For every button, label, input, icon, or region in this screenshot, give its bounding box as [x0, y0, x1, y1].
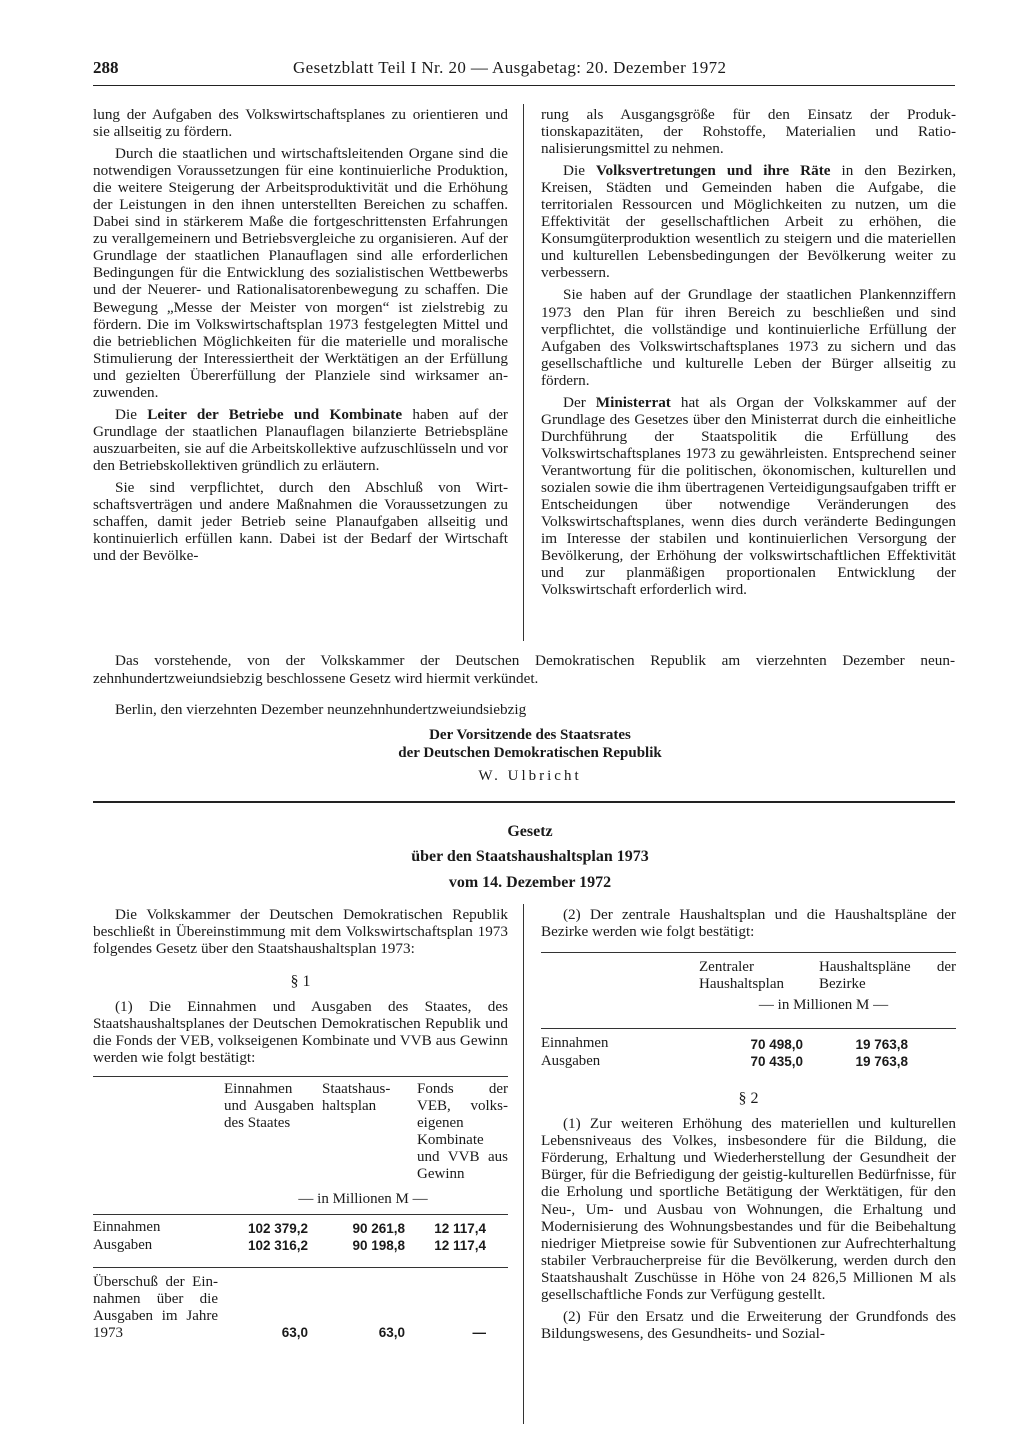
paragraph: Die Leiter der Betriebe und Kombinate haben auf der Grundlage der staatlichen Planauflagen bilanzierte Betriebspläne auszuarbeiten, sie auf die Arbeitskollektive aufzuschlüsseln und vor den Betriebskollektiven gründlich zu erläutern. — [93, 405, 508, 474]
paragraph: lung der Aufgaben des Volkswirtschaftsplanes zu orientieren und sie allseitig zu fördern. — [93, 106, 508, 141]
signatory-name: W. Ulbricht — [478, 768, 582, 784]
bold-term: Leiter der Betriebe und Kombinate — [147, 405, 403, 423]
paragraph: Die Volksvertretungen und ihre Räte in den Bezirken, Kreisen, Städten und Gemeinden haben die Aufgabe, die territorialen Ressourcen und Möglichkeiten zu nutzen, um die Effektivität der gesellschaftlichen Arbeit zu erhöhen, die Konsumgüterproduktion wesentlich zu steigern und die materiellen und kulturellen Lebensbedingungen der Bevölkerung weiter zu verbessern. — [541, 162, 957, 282]
table-row: Ausgaben 102 316,2 90 198,8 12 117,4 — [93, 1237, 486, 1254]
preamble: Die Volkskammer der Deutschen Demokratischen Republik beschließt in Übereinstimmung mit dem Volkswirtschaftsplan 1973 folgendes Gesetz über den Staatshaushaltsplan 1973: — [93, 906, 508, 958]
text-column-right — [541, 106, 956, 598]
paragraph: (2) Der zentrale Haushaltsplan und die Haushaltspläne der Bezirke werden wie folgt bestätigt: — [541, 906, 956, 941]
law-date: vom 14. Dezember 1972 — [448, 874, 612, 891]
paragraph: Sie haben auf der Grundlage der staatlichen Plankennziffern 1973 den Plan für ihren Bereich zu beschließen und sind verpflichtet, die vollständige und kontinuierliche Erfüllung der Aufgaben des Volkswirtschaftsplanes 1973 zu sichern und das gesellschaftliche und kulturelle Leben der Bürger allseitig zu fördern. — [541, 286, 956, 389]
page-number: 288 — [93, 58, 119, 77]
table-col-header: Zentraler Haushaltsplan — [691, 953, 809, 994]
table-col-header: Fonds der VEB, volkseigenen Kombinate und VVB aus Gewinn — [413, 1077, 508, 1184]
paragraph: Durch die staatlichen und wirtschaftsleitenden Organe sind die notwendigen Voraussetzungen für eine kontinuierliche Produktion, die weitere Steigerung der Arbeitsproduktivität und die Erhöhung der Leistungen in den ihnen unterstellten Bereichen zu schaffen. Dabei sind in stärkerem Maße die fortgeschrittensten Erfahrungen zu verallgemeinern und Betriebsvergleiche zu organisieren. Auf der Grundlage der staatlichen Planauflagen sind alle erforderlichen Bedingungen für die Entwicklung des sozialistischen Wettbewerbs und der Neuerer- und Rationalisatorenbewegung zu schaffen. Die Bewegung „Messe der Meister von morgen“ ist zielstrebig zu fördern. Die im Volkswirtschaftsplan 1973 festgelegten Mittel und die betrieblichen Möglichkeiten für die materielle und moralische Stimulierung der Interessiertheit der Werktätigen an der Erfüllung und gezielten Übererfüllung der Planziele sind wirksamer anzuwenden. — [93, 145, 508, 401]
paragraph: (1) Zur weiteren Erhöhung des materiellen und kulturellen Lebensniveaus des Volkes, insbesondere für die Bildung, die Förderung, Erhaltung und Wiederherstellung der Gesundheit der Bürger, für die Befriedigung der geistig-kulturellen Bedürfnisse, für die Erholung und sportliche Betätigung der Werktätigen, für den Neu-, Um- und Ausbau von Wohnungen, die Erhaltung und Modernisierung des Wohnungsbestandes und für die Beibehaltung niedriger Mietpreise sowie für Subventionen zur Aufrechterhaltung stabiler Verbraucherpreise für die Bevölkerung, werden durch den Staatshaushalt Zuschüsse in Höhe von 24 826,5 Millionen M als gesellschaftliche Fonds zur Verfügung gestellt. — [541, 1115, 956, 1303]
header-rule — [93, 85, 955, 86]
law-subtitle: über den Staatshaushaltsplan 1973 — [411, 848, 649, 865]
promulgation-text: Das vorstehende, von der Volkskammer der Deutschen Demokratischen Republik am vierzehnten Dezember neunzehnhundertzweiundsiebzig beschlossene Gesetz wird hiermit verkündet. — [93, 652, 955, 687]
law-column-left — [93, 906, 508, 1342]
table-unit: — in Millionen M — — [298, 1191, 428, 1208]
bold-term: Volksvertretungen und ihre Räte — [595, 162, 831, 180]
text-column-left — [93, 106, 508, 564]
paragraph: Der Ministerrat hat als Organ der Volkskammer auf der Grundlage des Gesetzes über den Ministerrat durch die einheitliche Durchführung der Staatspolitik die Erfüllung des Volkswirtschaftsplanes 1973 zu gewährleisten. Entsprechend seiner Verantwortung für die politischen, ökonomischen, kulturellen und sozialen sowie die ihm übertragenen Verteidigungsaufgaben trifft er Entscheidungen über notwendige Veränderungen des Volkswirtschaftsplanes, wenn dies durch veränderte Bedingungen im Interesse der stabilen und kontinuierlichen Versorgung der Bevölkerung, der Erhöhung der volkswirtschaftlichen Effektivität und zur planmäßigen proportionalen Entwicklung der Volkswirtschaft erforderlich wird. — [541, 393, 956, 599]
budget-table-1 — [93, 1076, 508, 1341]
signatory-title-1: Der Vorsitzende des Staatsrates — [429, 727, 631, 743]
column-divider-lower — [523, 904, 524, 1424]
paragraph: (1) Die Einnahmen und Ausgaben des Staates, des Staatshaushaltsplanes der Deutschen Demokratischen Republik und die Fonds der VEB, volkseigenen Kombinate und VVB aus Gewinn werden wie folgt bestätigt: — [93, 998, 508, 1067]
table-unit: — in Millionen M — — [758, 997, 889, 1014]
section-heading: § 2 — [738, 1090, 759, 1108]
running-title: Gesetzblatt Teil I Nr. 20 — Ausgabetag: 20. Dezember 1972 — [293, 58, 727, 77]
section-rule — [93, 801, 955, 803]
signatory-title-2: der Deutschen Demokratischen Republik — [398, 745, 662, 761]
table-row: Ausgaben 70 435,0 19 763,8 — [541, 1053, 908, 1070]
law-column-right — [541, 906, 956, 1342]
table-row: Überschuß der Einnahmen über die Ausgaben im Jahre 1973 63,0 63,0 — — [93, 1267, 508, 1342]
bold-term: Ministerrat — [595, 393, 671, 411]
page-header — [93, 58, 963, 84]
table-col-header: Staatshaushaltsplan — [318, 1077, 413, 1184]
place-date-line: Berlin, den vierzehnten Dezember neunzehnhundertzweiundsiebzig — [115, 701, 527, 718]
column-divider — [523, 104, 524, 641]
paragraph: Sie sind verpflichtet, durch den Abschluß von Wirtschaftsverträgen und andere Maßnahmen die Voraussetzungen zu schaffen, damit jeder Betrieb seine Planaufgaben allseitig und kontinuierlich erfüllen kann. Dabei ist der Bedarf der Wirtschaft und der Bevölke- — [93, 478, 508, 565]
law-title: Gesetz — [507, 823, 553, 840]
budget-table-2 — [541, 952, 956, 1070]
section-heading: § 1 — [290, 973, 311, 991]
table-row: Einnahmen 102 379,2 90 261,8 12 117,4 — [93, 1215, 508, 1238]
paragraph: (2) Für den Ersatz und die Erweiterung der Grundfonds des Bildungswesens, des Gesundheits- und Sozial- — [541, 1307, 956, 1342]
paragraph: rung als Ausgangsgröße für den Einsatz der Produktionskapazitäten, der Rohstoffe, Materialien und Rationalisierungsmittel zu nehmen. — [541, 106, 956, 158]
table-col-header: Einnahmen und Ausgaben des Staates — [218, 1077, 318, 1184]
table-row: Einnahmen 70 498,0 19 763,8 — [541, 1029, 956, 1054]
table-col-header: Haushaltspläne der Bezirke — [809, 953, 956, 994]
